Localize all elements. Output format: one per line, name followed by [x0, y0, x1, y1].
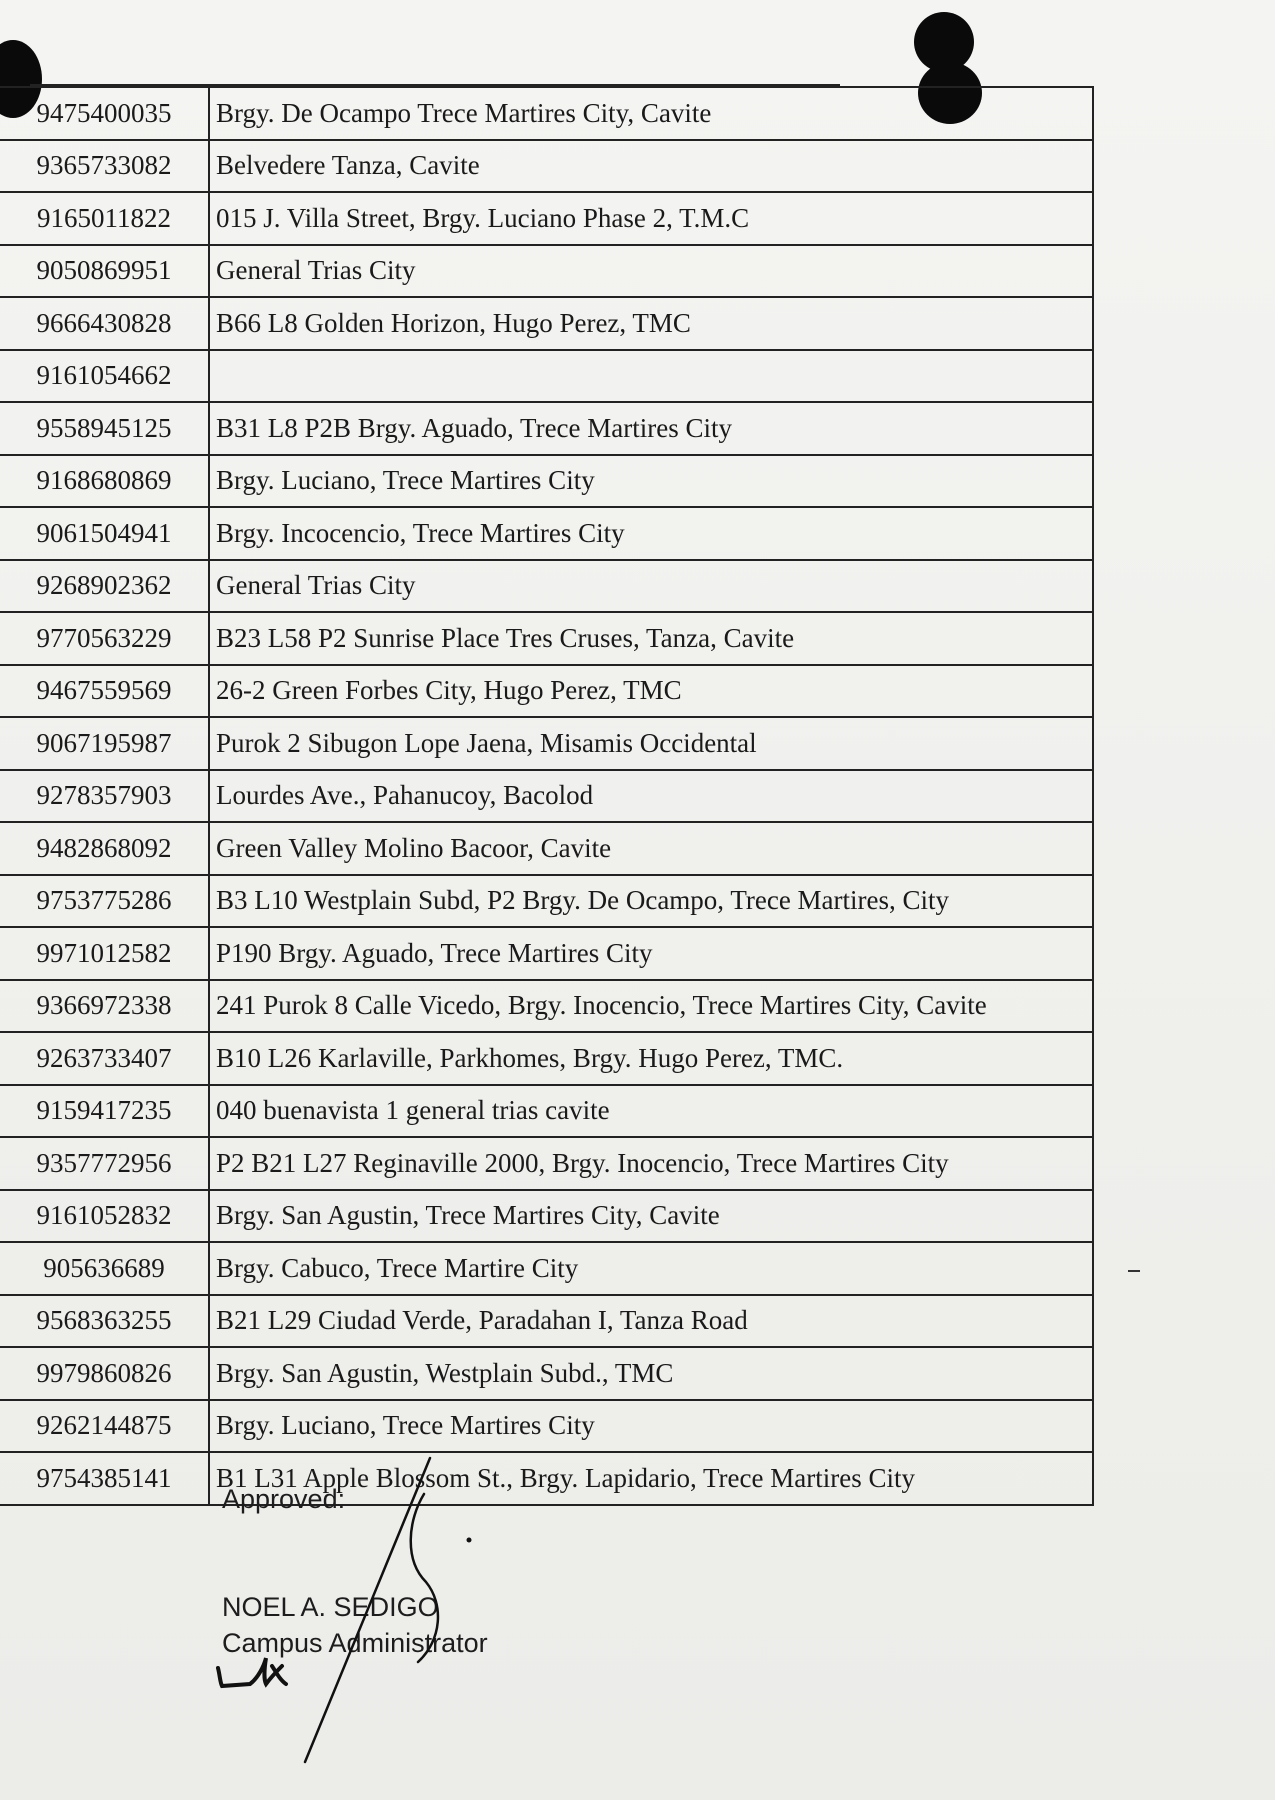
phone-number-cell: 9061504941	[0, 507, 209, 560]
phone-number-cell: 9754385141	[0, 1452, 209, 1505]
table-row	[0, 717, 1093, 770]
phone-number-cell: 9067195987	[0, 717, 209, 770]
table-row	[0, 455, 1093, 508]
address-cell: Purok 2 Sibugon Lope Jaena, Misamis Occidental	[209, 717, 1093, 770]
signature-mark	[190, 1440, 490, 1770]
contact-table	[0, 86, 1094, 1506]
table-row	[0, 507, 1093, 560]
address-cell: Brgy. Luciano, Trece Martires City	[209, 455, 1093, 508]
phone-number-cell: 9050869951	[0, 245, 209, 298]
address-cell: 241 Purok 8 Calle Vicedo, Brgy. Inocencio, Trece Martires City, Cavite	[209, 980, 1093, 1033]
phone-number-cell: 9278357903	[0, 770, 209, 823]
address-cell: General Trias City	[209, 560, 1093, 613]
table-row	[0, 822, 1093, 875]
table-row	[0, 1347, 1093, 1400]
phone-number-cell: 9159417235	[0, 1085, 209, 1138]
address-cell: P190 Brgy. Aguado, Trece Martires City	[209, 927, 1093, 980]
phone-number-cell: 9161052832	[0, 1190, 209, 1243]
table-row	[0, 1032, 1093, 1085]
table-row	[0, 1452, 1093, 1505]
table-row	[0, 1400, 1093, 1453]
address-cell: Brgy. Luciano, Trece Martires City	[209, 1400, 1093, 1453]
phone-number-cell: 9666430828	[0, 297, 209, 350]
phone-number-cell: 9161054662	[0, 350, 209, 403]
approved-label: Approved:	[222, 1484, 346, 1514]
phone-number-cell: 9263733407	[0, 1032, 209, 1085]
phone-number-cell: 9482868092	[0, 822, 209, 875]
address-cell: 040 buenavista 1 general trias cavite	[209, 1085, 1093, 1138]
address-cell: B1 L31 Apple Blossom St., Brgy. Lapidario, Trece Martires City	[209, 1452, 1093, 1505]
table-row	[0, 1137, 1093, 1190]
address-cell: Brgy. De Ocampo Trece Martires City, Cavite	[209, 87, 1093, 140]
table-row	[0, 875, 1093, 928]
table-row	[0, 350, 1093, 403]
address-cell: B23 L58 P2 Sunrise Place Tres Cruses, Tanza, Cavite	[209, 612, 1093, 665]
address-cell: Belvedere Tanza, Cavite	[209, 140, 1093, 193]
table-row	[0, 1242, 1093, 1295]
address-cell: P2 B21 L27 Reginaville 2000, Brgy. Inocencio, Trece Martires City	[209, 1137, 1093, 1190]
margin-dash	[1128, 1270, 1140, 1272]
address-cell: B10 L26 Karlaville, Parkhomes, Brgy. Hugo Perez, TMC.	[209, 1032, 1093, 1085]
address-cell: B3 L10 Westplain Subd, P2 Brgy. De Ocampo, Trece Martires, City	[209, 875, 1093, 928]
phone-number-cell: 905636689	[0, 1242, 209, 1295]
table-row	[0, 1295, 1093, 1348]
table-row	[0, 402, 1093, 455]
table-row	[0, 245, 1093, 298]
address-cell	[209, 350, 1093, 403]
address-cell: 26-2 Green Forbes City, Hugo Perez, TMC	[209, 665, 1093, 718]
table-row	[0, 980, 1093, 1033]
table-row	[0, 1190, 1093, 1243]
approver-name: NOEL A. SEDIGO	[222, 1592, 439, 1622]
table-row	[0, 927, 1093, 980]
phone-number-cell: 9971012582	[0, 927, 209, 980]
phone-number-cell: 9262144875	[0, 1400, 209, 1453]
phone-number-cell: 9365733082	[0, 140, 209, 193]
address-cell: Brgy. Incocencio, Trece Martires City	[209, 507, 1093, 560]
address-cell: B66 L8 Golden Horizon, Hugo Perez, TMC	[209, 297, 1093, 350]
phone-number-cell: 9467559569	[0, 665, 209, 718]
table-row	[0, 140, 1093, 193]
address-cell: General Trias City	[209, 245, 1093, 298]
address-cell: Brgy. San Agustin, Westplain Subd., TMC	[209, 1347, 1093, 1400]
phone-number-cell: 9366972338	[0, 980, 209, 1033]
phone-number-cell: 9268902362	[0, 560, 209, 613]
address-cell: 015 J. Villa Street, Brgy. Luciano Phase 2, T.M.C	[209, 192, 1093, 245]
table-row	[0, 87, 1093, 140]
address-cell: B31 L8 P2B Brgy. Aguado, Trece Martires City	[209, 402, 1093, 455]
address-cell: Brgy. San Agustin, Trece Martires City, Cavite	[209, 1190, 1093, 1243]
table-row	[0, 770, 1093, 823]
table-row	[0, 612, 1093, 665]
table-row	[0, 1085, 1093, 1138]
phone-number-cell: 9979860826	[0, 1347, 209, 1400]
address-cell: B21 L29 Ciudad Verde, Paradahan I, Tanza Road	[209, 1295, 1093, 1348]
address-cell: Lourdes Ave., Pahanucoy, Bacolod	[209, 770, 1093, 823]
table-row	[0, 560, 1093, 613]
address-cell: Green Valley Molino Bacoor, Cavite	[209, 822, 1093, 875]
phone-number-cell: 9357772956	[0, 1137, 209, 1190]
phone-number-cell: 9168680869	[0, 455, 209, 508]
table-row	[0, 297, 1093, 350]
phone-number-cell: 9165011822	[0, 192, 209, 245]
phone-number-cell: 9568363255	[0, 1295, 209, 1348]
address-cell: Brgy. Cabuco, Trece Martire City	[209, 1242, 1093, 1295]
table-row	[0, 192, 1093, 245]
phone-number-cell: 9753775286	[0, 875, 209, 928]
table-row	[0, 665, 1093, 718]
phone-number-cell: 9558945125	[0, 402, 209, 455]
approver-title: Campus Administrator	[222, 1628, 488, 1658]
phone-number-cell: 9770563229	[0, 612, 209, 665]
phone-number-cell: 9475400035	[0, 87, 209, 140]
